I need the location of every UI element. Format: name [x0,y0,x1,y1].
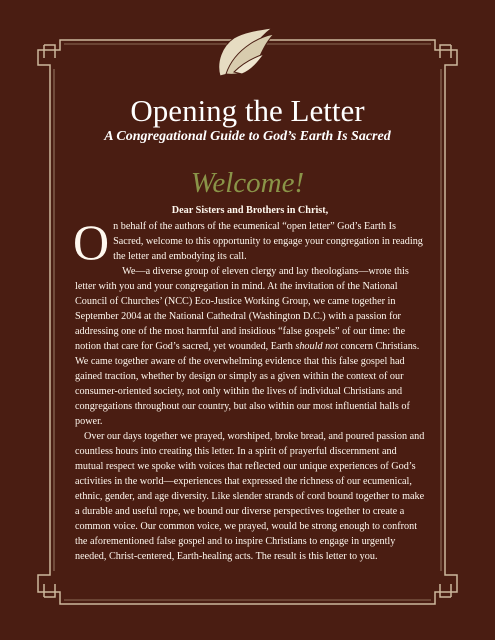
letter-body [75,203,425,564]
paragraph-2 [75,264,425,429]
welcome-heading: Welcome! [190,167,305,199]
paragraph-1 [73,214,425,270]
salutation: Dear Sisters and Brothers in Christ, [171,205,329,216]
page-subtitle: A Congregational Guide to God’s Earth Is Sacred [104,129,391,144]
paragraph-2-emphasis: should not [295,341,339,352]
drop-cap: O [73,214,110,270]
paragraph-2-text-a: We—a diverse group of eleven clergy and lay theologians—wrote this letter with you and your congregation in mind. At the invitation of the National Council of Churches’ (NCC) Eco-Justice Working Group, we came together in September 2004 at the National Cathedral (Washington D.C.) with a passion for addressing one of the most harmful and insidious “false gospels” of our time: the notion that care for God’s sacred, yet wounded, Earth [75,266,409,352]
paragraph-1-text: n behalf of the authors of the ecumenical “open letter” God’s Earth Is Sacred, welcome to this opportunity to engage your congregation in reading the letter and embodying its call. [113,221,423,262]
paragraph-3: Over our days together we prayed, worshiped, broke bread, and poured passion and countless hours into creating this letter. In a spirit of prayerful discernment and mutual respect we spoke with voices that reflected our unique experiences of God’s activities in the world—experiences that expressed the richness of our ecumenical, ethnic, gender, and age diversity. Like slender strands of cord bound together to make a durable and useful rope, we bound our diverse perspectives together to create a common voice. Our common voice, we prayed, would be strong enough to confront the aforementioned false gospel and to inspire Christians to engage in urgently needed, Christ-centered, Earth-healing acts. The result is this letter to you. [75,431,425,562]
paragraph-2-text-b: concern Christians. We came together aware of the overwhelming evidence that this false gospel had gained traction, whether by design or simply as a given within the context of our consumer-oriented society, not only within the lives of individual Christians and congregations throughout our country, but also within our most influential halls of power. [75,341,420,427]
page-title: Opening the Letter [130,93,365,128]
leaf-icon [212,24,284,80]
